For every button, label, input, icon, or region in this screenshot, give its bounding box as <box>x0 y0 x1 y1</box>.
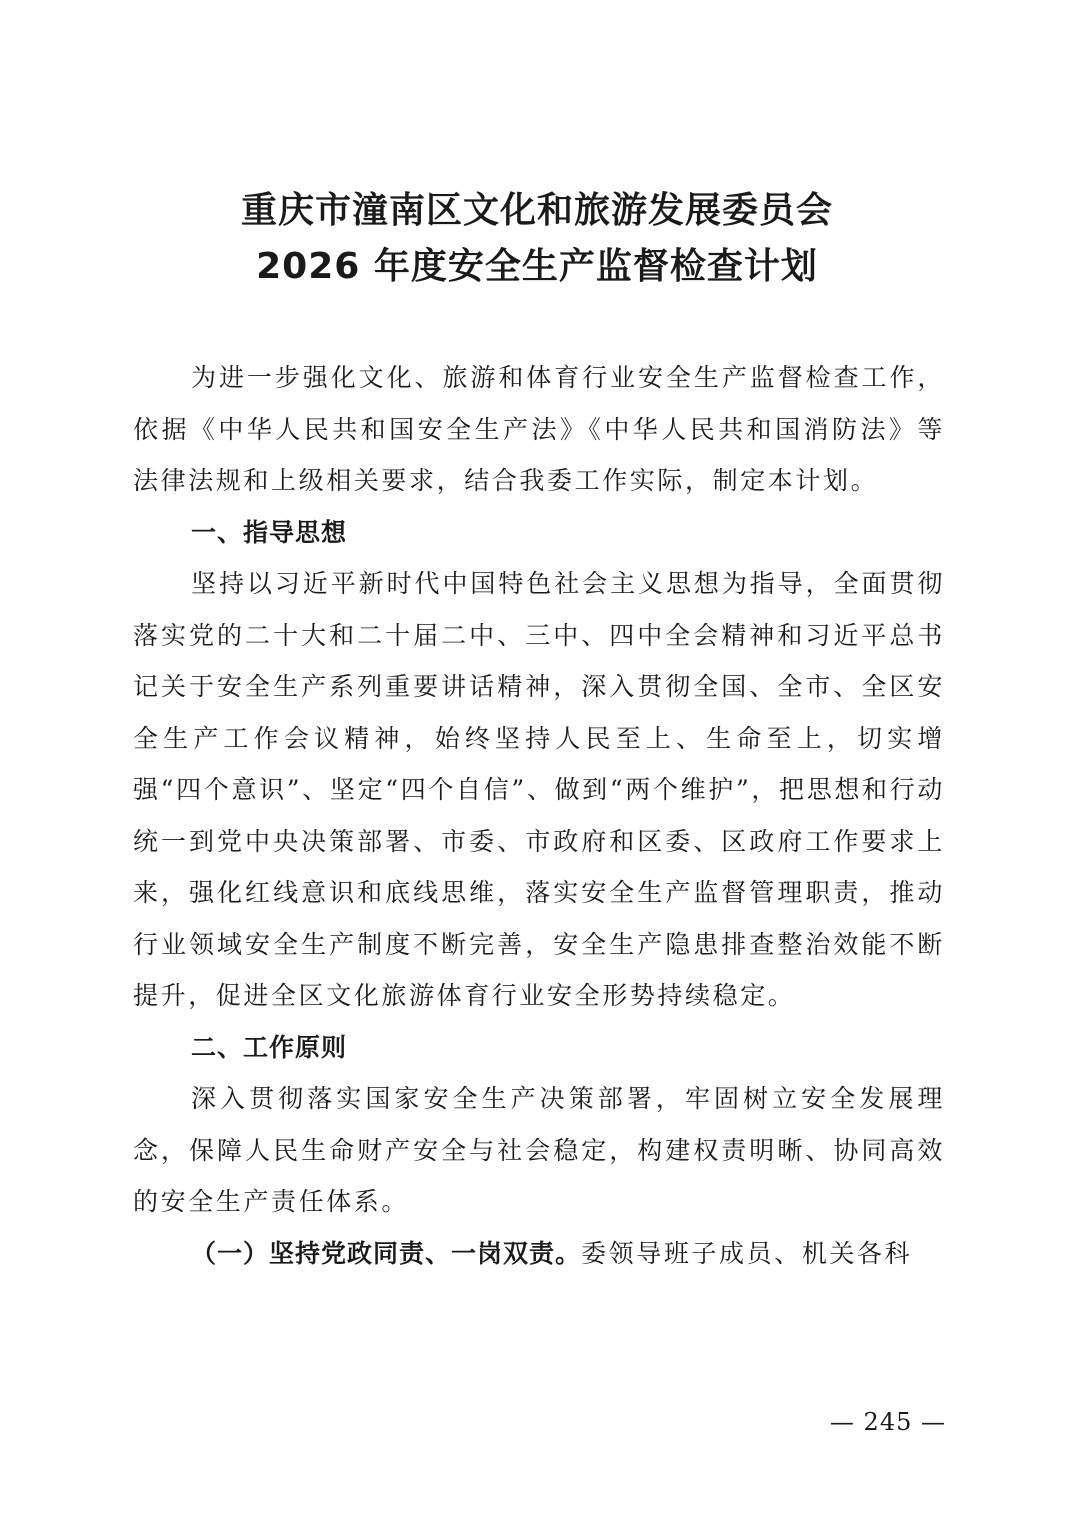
document-title-line-2: 2026 年度安全生产监督检查计划 <box>256 246 818 287</box>
guiding-ideology-paragraph: 坚持以习近平新时代中国特色社会主义思想为指导，全面贯彻落实党的二十大和二十届二中、三中、四中全会精神和习近平总书记关于安全生产系列重要讲话精神，深入贯彻全国、全市、全区安全生产工作会议精神，始终坚持人民至上、生命至上，切实增强“四个意识”、坚定“四个自信”、做到“两个维护”，把思想和行动统一到党中央决策部署、市委、市政府和区委、区政府工作要求上来，强化红线意识和底线思维，落实安全生产监督管理职责，推动行业领域安全生产制度不断完善，安全生产隐患排查整治效能不断提升，促进全区文化旅游体育行业安全形势持续稳定。 <box>133 569 945 1010</box>
intro-paragraph: 为进一步强化文化、旅游和体育行业安全生产监督检查工作，依据《中华人民共和国安全生产法》《中华人民共和国消防法》等法律法规和上级相关要求，结合我委工作实际，制定本计划。 <box>133 363 945 495</box>
section-heading-work-principles: 二、工作原则 <box>191 1032 348 1062</box>
page-number: — 245 — <box>829 1408 946 1436</box>
document-title-line-1: 重庆市潼南区文化和旅游发展委员会 <box>240 190 833 231</box>
section-heading-guiding-ideology: 一、指导思想 <box>191 517 348 547</box>
principle-item-1-text: 委领导班子成员、机关各科 <box>581 1238 913 1268</box>
work-principles-paragraph: 深入贯彻落实国家安全生产决策部署，牢固树立安全发展理念，保障人民生命财产安全与社会稳定，构建权责明晰、协同高效的安全生产责任体系。 <box>133 1084 945 1216</box>
principle-item-1 <box>133 1228 945 1280</box>
document-body <box>133 352 945 1279</box>
principle-item-1-lead: （一）坚持党政同责、一岗双责。 <box>191 1238 582 1268</box>
